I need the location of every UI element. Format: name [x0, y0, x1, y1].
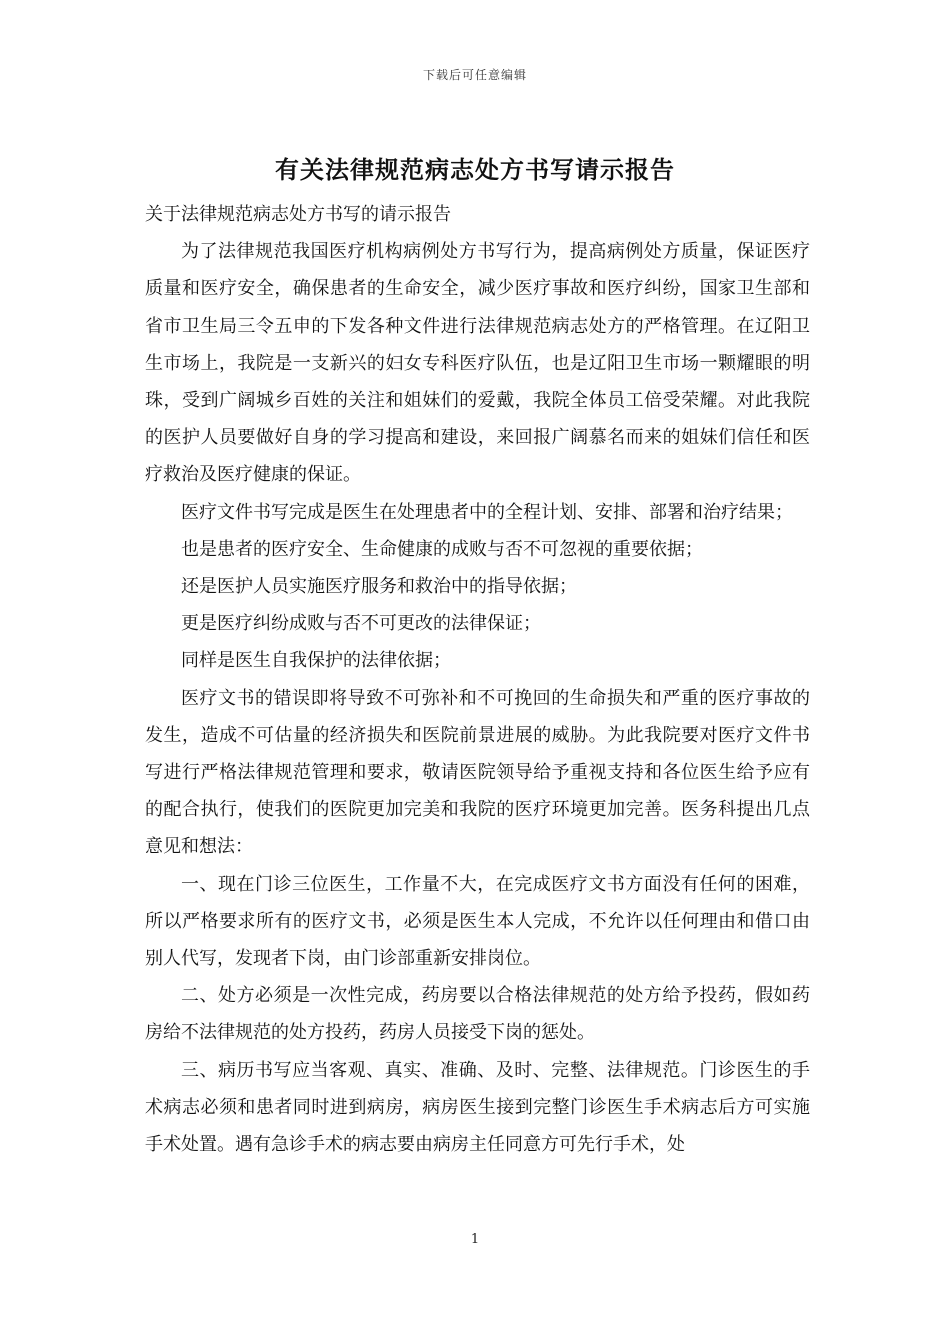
paragraph-intro: 为了法律规范我国医疗机构病例处方书写行为，提高病例处方质量，保证医疗质量和医疗安全，确保患者的生命安全，减少医疗事故和医疗纠纷，国家卫生部和省市卫生局三令五申的下发各种文件进行法律规范病志处方的严格管理。在辽阳卫生市场上，我院是一支新兴的妇女专科医疗队伍，也是辽阳卫生市场一颗耀眼的明珠，受到广阔城乡百姓的关注和姐妹们的爱戴，我院全体员工倍受荣耀。对此我院的医护人员要做好自身的学习提高和建设，来回报广阔慕名而来的姐妹们信任和医疗救治及医疗健康的保证。 — [145, 241, 810, 486]
paragraph-point-1: 一、现在门诊三位医生，工作量不大，在完成医疗文书方面没有任何的困难，所以严格要求所有的医疗文书，必须是医生本人完成，不允许以任何理由和借口由别人代写，发现者下岗，由门诊部重新安排岗位。 — [145, 873, 810, 970]
header-note: 下载后可任意编辑 — [422, 68, 527, 82]
paragraph-importance-3: 还是医护人员实施医疗服务和救治中的指导依据； — [181, 576, 577, 598]
document-body — [145, 196, 810, 1163]
paragraph-subtitle: 关于法律规范病志处方书写的请示报告 — [145, 204, 451, 225]
paragraph-importance-4: 更是医疗纠纷成败与否不可更改的法律保证； — [181, 613, 541, 635]
paragraph-importance-2: 也是患者的医疗安全、生命健康的成败与否不可忽视的重要依据； — [181, 538, 703, 560]
paragraph-point-3: 三、病历书写应当客观、真实、准确、及时、完整、法律规范。门诊医生的手术病志必须和患者同时进到病房，病房医生接到完整门诊医生手术病志后方可实施手术处置。遇有急诊手术的病志要由病房主任同意方可先行手术，处 — [145, 1059, 810, 1156]
paragraph-importance-1: 医疗文件书写完成是医生在处理患者中的全程计划、安排、部署和治疗结果； — [181, 501, 793, 523]
paragraph-importance-5: 同样是医生自我保护的法律依据； — [181, 650, 451, 672]
paragraph-point-2: 二、处方必须是一次性完成，药房要以合格法律规范的处方给予投药，假如药房给不法律规范的处方投药，药房人员接受下岗的惩处。 — [145, 985, 810, 1044]
page-number: 1 — [470, 1232, 480, 1247]
paragraph-consequences: 医疗文书的错误即将导致不可弥补和不可挽回的生命损失和严重的医疗事故的发生，造成不可估量的经济损失和医院前景进展的威胁。为此我院要对医疗文件书写进行严格法律规范管理和要求，敬请医院领导给予重视支持和各位医生给予应有的配合执行，使我们的医院更加完美和我院的医疗环境更加完善。医务科提出几点意见和想法： — [145, 687, 810, 858]
document-title: 有关法律规范病志处方书写请示报告 — [275, 155, 675, 184]
